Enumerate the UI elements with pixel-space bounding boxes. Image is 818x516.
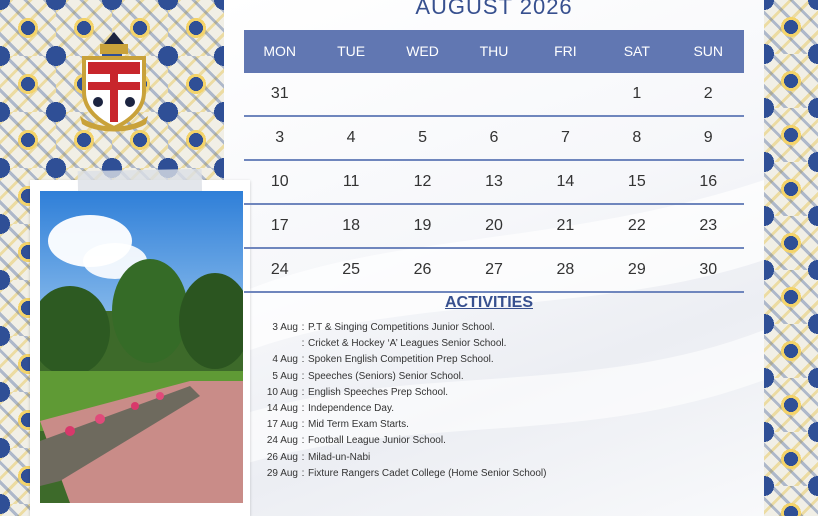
weekday-sat: SAT [623,43,650,59]
day-cell: 30 [699,261,718,278]
week-row [244,161,744,205]
activity-date: 4 Aug [272,354,298,366]
day-cell: 16 [699,173,718,190]
day-cell: 14 [556,173,575,190]
activity-separator: : [301,338,305,350]
activity-separator: : [301,467,305,479]
activity-item [256,369,546,385]
activity-date [256,336,298,352]
month-title: AUGUST 2026 [415,0,573,19]
day-cell: 15 [627,173,646,190]
day-cell: 17 [270,217,289,234]
decorative-tile-panel-right [764,0,818,516]
activity-item [256,336,546,352]
activity-date: 5 Aug [272,370,298,382]
activity-text: Speeches (Seniors) Senior School. [308,370,464,382]
day-cell: 12 [413,173,432,190]
activity-date: 17 Aug [266,419,298,431]
weekday-tue: TUE [337,43,366,59]
activity-date: 3 Aug [272,322,298,333]
activity-item [256,352,546,368]
activity-separator: : [301,435,305,447]
day-cell: 11 [342,173,360,190]
activity-separator: : [301,419,305,431]
activity-item [256,450,546,466]
activity-separator: : [301,354,305,366]
activity-date: 14 Aug [266,402,298,414]
day-cell: 6 [489,129,499,146]
activities-heading: ACTIVITIES [444,294,533,311]
activity-text: Fixture Rangers Cadet College (Home Senior School) [308,467,547,479]
weekday-mon: MON [263,43,297,59]
day-cell: 24 [270,261,289,278]
weekday-header [244,30,744,73]
day-cell: 25 [342,261,361,278]
activity-text: Cricket & Hockey ‘A’ Leagues Senior School. [308,338,507,350]
calendar-grid [244,30,744,293]
activity-item [256,433,546,449]
day-cell: 8 [632,129,642,146]
week-row [244,73,744,117]
activity-text: Independence Day. [308,402,394,414]
day-cell: 2 [703,85,713,102]
day-cell: 7 [560,129,570,146]
activity-separator: : [301,386,305,398]
day-cell: 9 [703,129,713,146]
activity-text: English Speeches Prep School. [308,386,449,398]
week-row [244,249,744,293]
activity-text: Football League Junior School. [308,435,446,447]
day-cell: 27 [485,261,503,278]
day-cell: 1 [632,85,642,102]
activity-separator: : [301,402,305,414]
activity-item [256,466,546,482]
activity-separator: : [301,322,305,333]
day-cell: 28 [556,261,575,278]
week-row [244,117,744,161]
day-cell: 21 [556,217,575,234]
activity-date: 26 Aug [266,451,298,463]
day-cell: 29 [627,261,646,278]
day-cell [315,73,386,115]
activity-text: Milad-un-Nabi [308,451,371,463]
day-cell: 3 [275,129,285,146]
activity-item [256,417,546,433]
weekday-wed: WED [406,43,439,59]
activity-separator: : [301,370,305,382]
day-cell: 18 [342,217,361,234]
day-cell: 5 [418,129,427,146]
activity-text: Mid Term Exam Starts. [308,419,409,431]
activities-list [256,320,546,482]
day-cell: 20 [485,217,503,234]
day-cell [458,73,529,115]
day-cell: 4 [346,129,356,146]
day-cell: 22 [627,217,646,234]
day-cell [530,73,601,115]
campus-garden-photo [40,191,243,503]
activity-separator: : [301,451,305,463]
activity-date: 24 Aug [266,435,298,447]
day-cell: 13 [485,173,503,190]
day-cell: 19 [413,217,432,234]
activity-text: Spoken English Competition Prep School. [308,354,494,366]
day-cell: 23 [699,217,718,234]
activity-item [256,385,546,401]
weekday-sun: SUN [693,43,724,59]
activity-text: P.T & Singing Competitions Junior School. [308,322,495,333]
weekday-thu: THU [479,43,509,59]
day-cell: 31 [270,85,289,102]
activity-item [256,320,546,336]
week-row [244,205,744,249]
day-cell [387,73,458,115]
activity-item [256,401,546,417]
activity-date: 29 Aug [266,467,298,479]
weekday-fri: FRI [554,43,577,59]
activity-date: 10 Aug [266,386,298,398]
day-cell: 26 [413,261,432,278]
school-crest-icon [76,30,152,134]
day-cell: 10 [270,173,289,190]
